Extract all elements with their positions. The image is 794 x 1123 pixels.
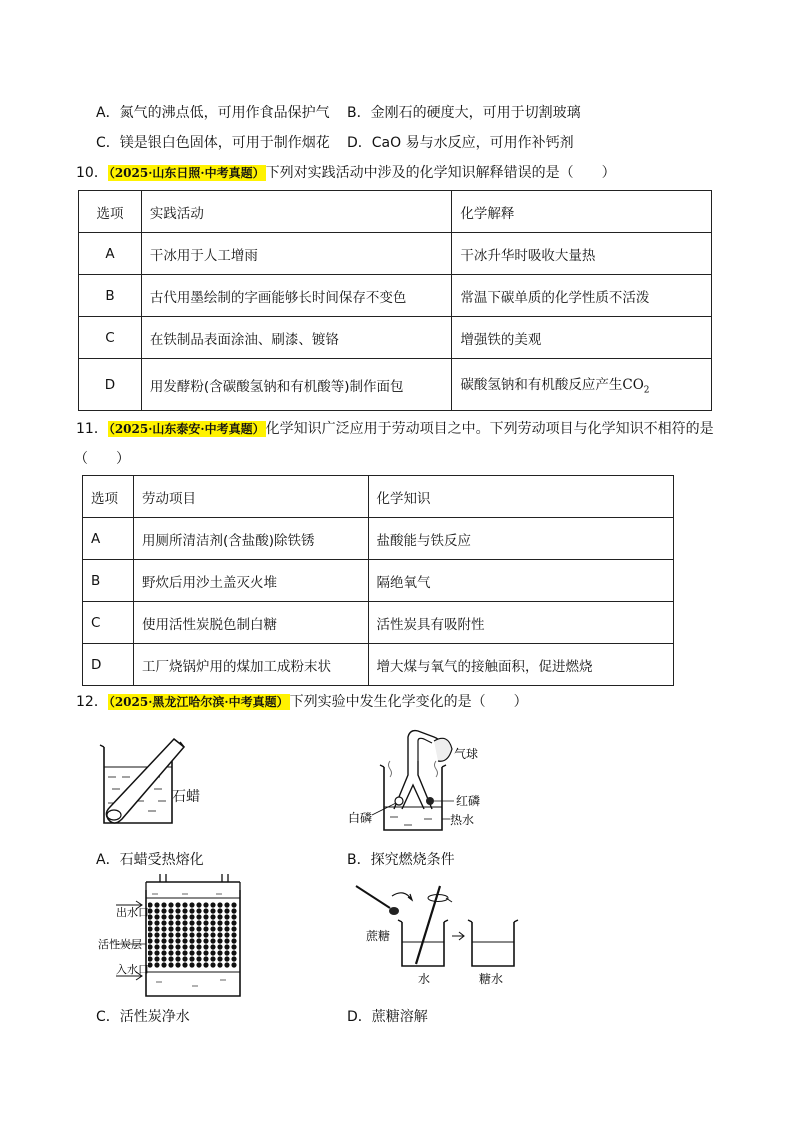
option-cell: C bbox=[83, 602, 134, 644]
source-tag: （2025·山东泰安·中考真题） bbox=[108, 422, 265, 436]
explanation-cell: 增强铁的美观 bbox=[452, 317, 712, 359]
explanation-cell: 常温下碳单质的化学性质不活泼 bbox=[452, 275, 712, 317]
header-cell: 劳动项目 bbox=[133, 476, 368, 518]
header-cell: 实践活动 bbox=[141, 191, 451, 233]
q11-table bbox=[82, 475, 674, 686]
q10-table bbox=[78, 190, 712, 411]
option-cell: A bbox=[79, 233, 142, 275]
project-cell: 工厂烧锅炉用的煤加工成粉末状 bbox=[133, 644, 368, 686]
q11-stem-line bbox=[76, 419, 714, 439]
explanation-text: 碳酸氢钠和有机酸反应产生 bbox=[460, 377, 623, 394]
figure-a-caption: A．石蜡受热熔化 bbox=[96, 852, 204, 868]
question-number: 12． bbox=[76, 694, 108, 710]
option-cell: C bbox=[79, 317, 142, 359]
water-label: 水 bbox=[418, 972, 431, 986]
q12-stem-line bbox=[76, 692, 528, 712]
figure-d-sugar-dissolving bbox=[354, 880, 534, 990]
header-cell: 选项 bbox=[79, 191, 142, 233]
option-cell: B bbox=[83, 560, 134, 602]
header-cell: 化学解释 bbox=[452, 191, 712, 233]
q9-option-a: A．氮气的沸点低，可用作食品保护气 bbox=[96, 105, 330, 121]
table-row bbox=[83, 644, 674, 686]
question-stem: 下列实验中发生化学变化的是（ ） bbox=[289, 694, 528, 710]
figure-b-combustion-experiment bbox=[344, 727, 494, 837]
activity-cell: 用发酵粉(含碳酸氢钠和有机酸等)制作面包 bbox=[141, 359, 451, 411]
q9-option-c: C．镁是银白色固体，可用于制作烟花 bbox=[96, 135, 330, 151]
co2-formula: $CO_2$ bbox=[622, 377, 650, 396]
table-row bbox=[83, 602, 674, 644]
white-phosphorus-label: 白磷 bbox=[348, 811, 373, 825]
question-number: 11． bbox=[76, 421, 108, 437]
knowledge-cell: 隔绝氧气 bbox=[368, 560, 673, 602]
sugar-water-label: 糖水 bbox=[479, 972, 504, 986]
project-cell: 野炊后用沙土盖灭火堆 bbox=[133, 560, 368, 602]
sugar-label: 蔗糖 bbox=[366, 929, 391, 943]
figure-d-caption: D．蔗糖溶解 bbox=[347, 1009, 428, 1025]
figure-c-water-purifier bbox=[98, 872, 247, 1000]
figure-b-caption: B．探究燃烧条件 bbox=[347, 852, 455, 868]
knowledge-cell: 盐酸能与铁反应 bbox=[368, 518, 673, 560]
project-cell: 使用活性炭脱色制白糖 bbox=[133, 602, 368, 644]
source-tag: （2025·山东日照·中考真题） bbox=[108, 166, 265, 180]
red-phosphorus-label: 红磷 bbox=[456, 794, 481, 808]
knowledge-cell: 活性炭具有吸附性 bbox=[368, 602, 673, 644]
header-cell: 选项 bbox=[83, 476, 134, 518]
figure-c-caption: C．活性炭净水 bbox=[96, 1009, 190, 1025]
activity-cell: 干冰用于人工增雨 bbox=[141, 233, 451, 275]
carbon-layer-label: 活性炭层 bbox=[98, 938, 142, 951]
hot-water-label: 热水 bbox=[450, 813, 475, 827]
explanation-cell: 干冰升华时吸收大量热 bbox=[452, 233, 712, 275]
header-cell: 化学知识 bbox=[368, 476, 673, 518]
source-tag: （2025·黑龙江哈尔滨·中考真题） bbox=[108, 695, 289, 709]
q11-stem-line2: （ ） bbox=[74, 451, 130, 467]
balloon-label: 气球 bbox=[454, 747, 479, 761]
knowledge-cell: 增大煤与氧气的接触面积，促进燃烧 bbox=[368, 644, 673, 686]
figure-a-paraffin-melting bbox=[92, 735, 242, 830]
outlet-label: 出水口 bbox=[116, 906, 149, 919]
activity-cell: 古代用墨绘制的字画能够长时间保存不变色 bbox=[141, 275, 451, 317]
table-row bbox=[79, 233, 712, 275]
activity-cell: 在铁制品表面涂油、刷漆、镀铬 bbox=[141, 317, 451, 359]
table-row bbox=[79, 275, 712, 317]
explanation-cell bbox=[452, 359, 712, 411]
q10-stem-line bbox=[76, 163, 616, 183]
q9-option-b: B．金刚石的硬度大，可用于切割玻璃 bbox=[347, 105, 581, 121]
table-row bbox=[79, 359, 712, 411]
option-cell: A bbox=[83, 518, 134, 560]
table-header-row bbox=[79, 191, 712, 233]
question-stem: 化学知识广泛应用于劳动项目之中。下列劳动项目与化学知识不相符的是 bbox=[265, 421, 714, 437]
table-row bbox=[83, 560, 674, 602]
project-cell: 用厕所清洁剂(含盐酸)除铁锈 bbox=[133, 518, 368, 560]
question-number: 10． bbox=[76, 165, 108, 181]
question-stem: 下列对实践活动中涉及的化学知识解释错误的是（ ） bbox=[265, 165, 616, 181]
option-cell: D bbox=[79, 359, 142, 411]
table-row bbox=[79, 317, 712, 359]
option-cell: D bbox=[83, 644, 134, 686]
option-cell: B bbox=[79, 275, 142, 317]
q9-option-d: D．CaO 易与水反应，可用作补钙剂 bbox=[347, 135, 574, 151]
table-header-row bbox=[83, 476, 674, 518]
table-row bbox=[83, 518, 674, 560]
paraffin-label: 石蜡 bbox=[172, 789, 200, 805]
inlet-label: 入水口 bbox=[116, 963, 149, 976]
